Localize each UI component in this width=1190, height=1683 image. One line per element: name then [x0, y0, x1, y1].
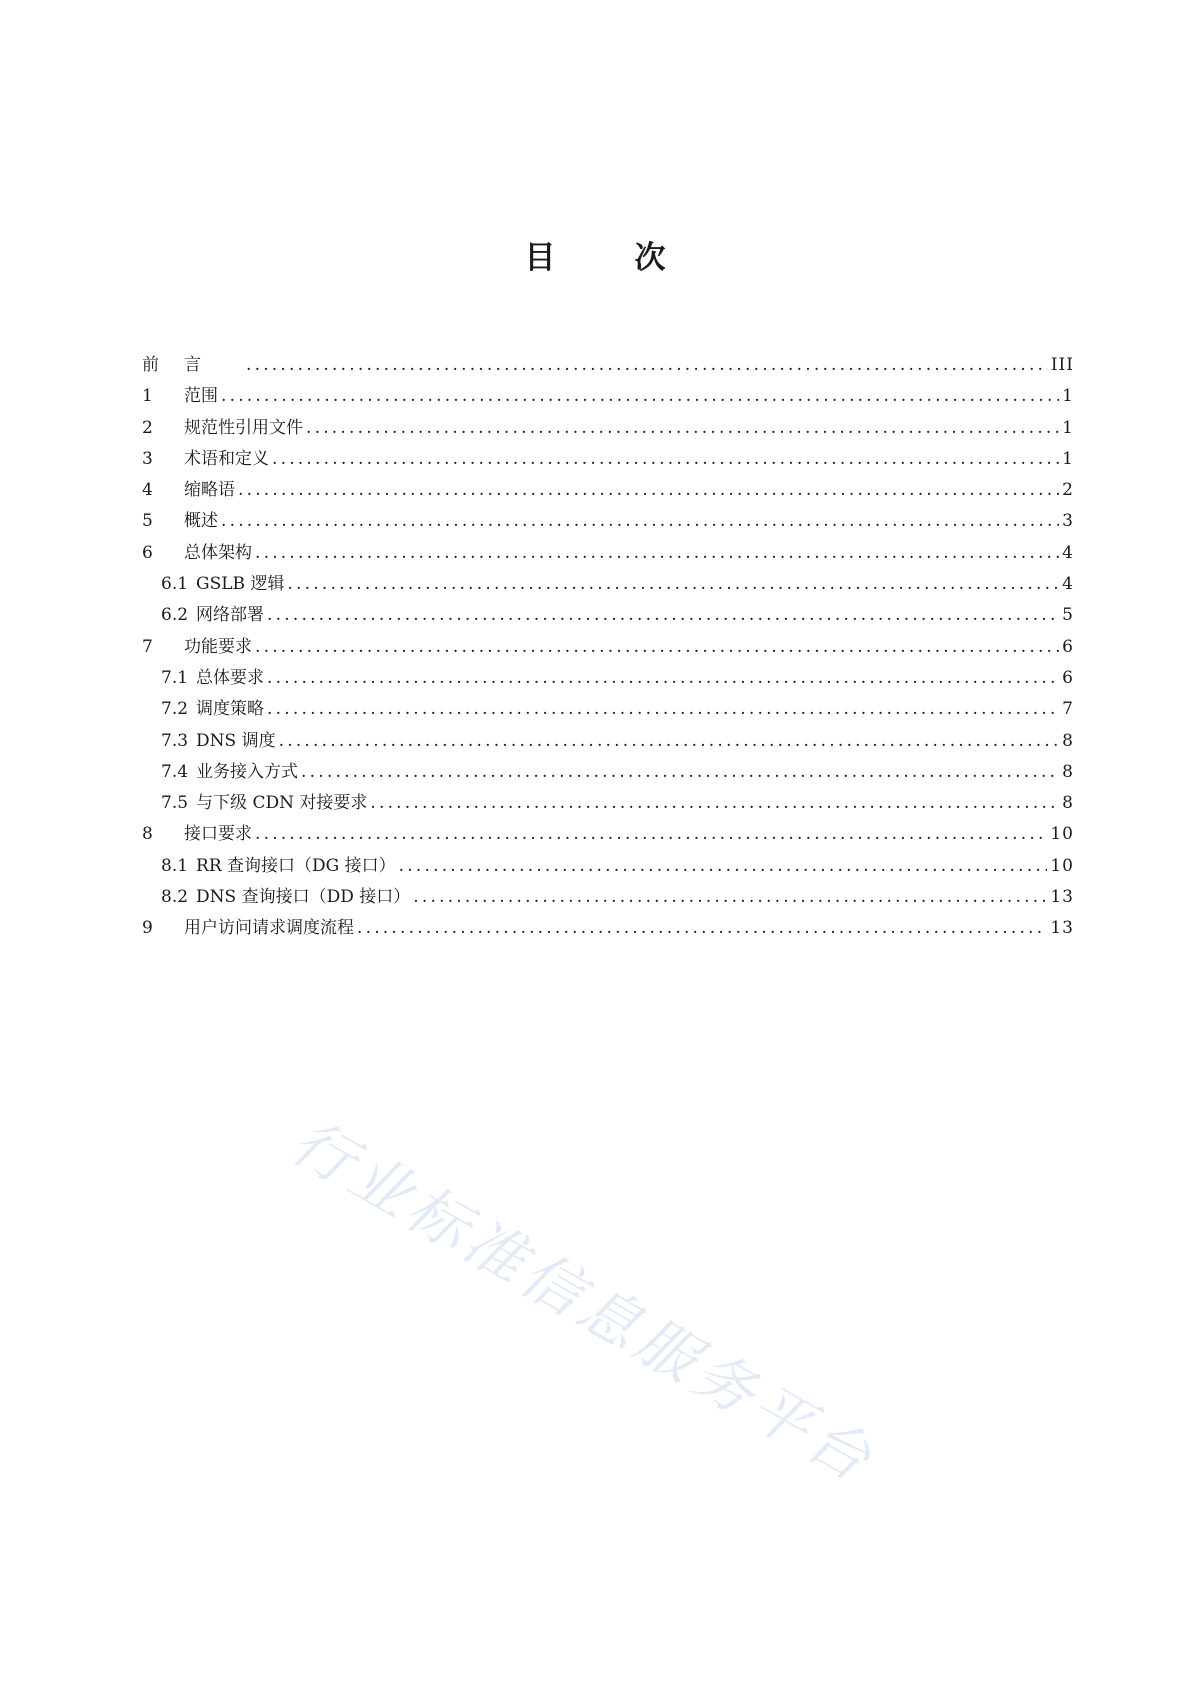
toc-entry-number: 4: [142, 480, 153, 501]
toc-dot-leader: [279, 731, 1060, 751]
toc-entry-number: 8.1: [161, 855, 189, 876]
page-title: 目 次: [524, 240, 690, 276]
toc-entry-number: 7: [142, 636, 153, 657]
toc-entry-page: 1: [1062, 417, 1074, 438]
toc-dot-leader: [413, 887, 1047, 907]
toc-entry-page: 4: [1062, 542, 1074, 563]
toc-entry[interactable]: [142, 632, 1074, 663]
toc-entry-number: 3: [142, 448, 153, 469]
toc-entry-page: 4: [1062, 574, 1074, 595]
watermark: 行业标准信息服务平台: [280, 1107, 887, 1498]
table-of-contents: [142, 350, 1074, 945]
toc-entry-page: 8: [1062, 793, 1074, 814]
toc-entry-number: 7.2: [161, 699, 189, 720]
toc-entry-label: 业务接入方式: [196, 761, 299, 782]
toc-entry-page: 13: [1050, 918, 1074, 939]
toc-entry-label: 调度策略: [196, 699, 265, 720]
toc-entry-page: 13: [1050, 887, 1074, 908]
toc-entry-number: 9: [142, 918, 153, 939]
toc-dot-leader: [238, 480, 1059, 500]
toc-entry-label: 用户访问请求调度流程: [184, 918, 354, 939]
toc-dot-leader: [255, 637, 1059, 657]
toc-dot-leader: [287, 574, 1059, 594]
toc-entry-label: 概述: [184, 511, 218, 532]
toc-entry-label: 术语和定义: [184, 448, 269, 469]
toc-dot-leader: [267, 605, 1059, 625]
toc-entry[interactable]: [142, 788, 1074, 819]
toc-dot-leader: [221, 386, 1059, 406]
toc-entry-label: 接口要求: [184, 824, 252, 845]
toc-entry[interactable]: [142, 819, 1074, 850]
toc-entry-page: 1: [1062, 448, 1074, 469]
toc-entry-label: 网络部署: [196, 605, 265, 626]
toc-entry-number: 7.1: [161, 667, 189, 688]
toc-entry[interactable]: [142, 757, 1074, 788]
toc-entry-page: 5: [1062, 605, 1074, 626]
toc-dot-leader: [267, 668, 1059, 688]
toc-entry-page: 7: [1062, 699, 1074, 720]
toc-entry[interactable]: [142, 882, 1074, 913]
toc-entry-number: 2: [142, 417, 153, 438]
toc-entry-number: 8: [142, 824, 153, 845]
toc-dot-leader: [221, 511, 1059, 531]
toc-dot-leader: [357, 918, 1047, 938]
toc-entry-page: 3: [1062, 511, 1074, 532]
toc-entry-page: III: [1050, 355, 1074, 375]
toc-entry-page: 8: [1062, 761, 1074, 782]
toc-entry[interactable]: [142, 506, 1074, 537]
toc-entry-number: 7.3: [161, 730, 189, 751]
toc-dot-leader: [246, 355, 1048, 375]
toc-entry[interactable]: [142, 600, 1074, 631]
toc-dot-leader: [370, 793, 1059, 813]
toc-entry-number: 6.2: [161, 605, 189, 626]
toc-dot-leader: [399, 856, 1048, 876]
toc-entry[interactable]: [142, 381, 1074, 412]
toc-entry-number: 前: [142, 355, 159, 375]
toc-entry-number: 1: [142, 386, 153, 407]
toc-entry-label: 言: [184, 355, 243, 375]
toc-entry-number: 6: [142, 542, 153, 563]
toc-entry[interactable]: [142, 569, 1074, 600]
toc-entry-page: 1: [1062, 386, 1074, 407]
toc-entry-label: 规范性引用文件: [184, 417, 303, 438]
toc-entry[interactable]: [142, 913, 1074, 944]
toc-entry-label: 总体架构: [184, 542, 252, 563]
toc-entry[interactable]: [142, 444, 1074, 475]
toc-entry[interactable]: [142, 694, 1074, 725]
toc-entry-number: 7.4: [161, 761, 189, 782]
toc-entry-page: 10: [1050, 824, 1074, 845]
toc-dot-leader: [272, 449, 1059, 469]
toc-entry-label: 与下级 CDN 对接要求: [196, 793, 368, 814]
toc-entry-label: DNS 查询接口（DD 接口）: [196, 887, 411, 908]
toc-entry[interactable]: [142, 851, 1074, 882]
toc-entry[interactable]: [142, 350, 1074, 381]
toc-entry-page: 8: [1062, 730, 1074, 751]
toc-entry-page: 6: [1062, 667, 1074, 688]
toc-entry[interactable]: [142, 475, 1074, 506]
toc-dot-leader: [255, 824, 1047, 844]
toc-entry[interactable]: [142, 663, 1074, 694]
toc-entry-number: 5: [142, 511, 153, 532]
toc-entry[interactable]: [142, 413, 1074, 444]
toc-entry-label: DNS 调度: [196, 730, 276, 751]
toc-entry-number: 8.2: [161, 887, 189, 908]
toc-dot-leader: [301, 762, 1059, 782]
toc-dot-leader: [306, 418, 1059, 438]
toc-entry-number: 6.1: [161, 574, 189, 595]
toc-entry[interactable]: [142, 538, 1074, 569]
toc-entry-label: RR 查询接口（DG 接口）: [196, 855, 396, 876]
toc-entry-label: 缩略语: [184, 480, 235, 501]
toc-entry-label: 功能要求: [184, 636, 252, 657]
toc-dot-leader: [255, 543, 1059, 563]
toc-dot-leader: [267, 699, 1059, 719]
toc-entry-number: 7.5: [161, 793, 189, 814]
toc-entry-page: 2: [1062, 480, 1074, 501]
toc-entry-label: GSLB 逻辑: [196, 574, 285, 595]
toc-entry-label: 范围: [184, 386, 218, 407]
toc-entry[interactable]: [142, 726, 1074, 757]
toc-entry-page: 6: [1062, 636, 1074, 657]
toc-entry-page: 10: [1050, 855, 1074, 876]
toc-entry-label: 总体要求: [196, 667, 265, 688]
